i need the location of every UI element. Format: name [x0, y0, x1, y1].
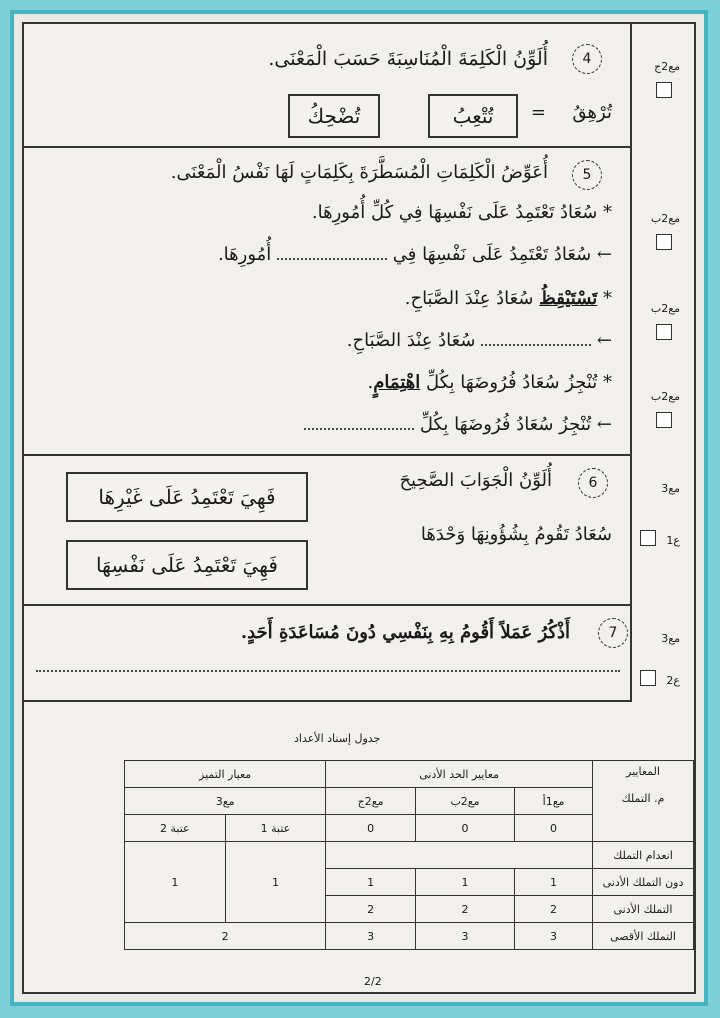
grading-table — [124, 760, 694, 950]
sentence: * تَسْتَيْقِظُ سُعَادُ عِنْدَ الصَّبَاحِ. — [404, 288, 612, 309]
answer-option[interactable]: فَهِيَ تَعْتَمِدُ عَلَى نَفْسِهَا — [66, 540, 308, 590]
table-cell: 0 — [326, 815, 416, 842]
question-number: 4 — [572, 44, 602, 74]
underlined-word: اهْتِمَامٍ — [373, 372, 421, 393]
score-checkbox[interactable] — [656, 324, 672, 340]
question-5 — [24, 146, 632, 456]
header-minimum: معايير الحد الأدنى — [326, 761, 593, 788]
criterion-header: مع2ب — [415, 788, 514, 815]
question-instruction: أُلَوِّنُ الْكَلِمَةَ الْمُنَاسِبَةَ حَسَبَ الْمَعْنَى. — [268, 48, 548, 70]
score-checkbox[interactable] — [640, 530, 656, 546]
question-instruction: أَذْكُرُ عَمَلاً أَقُومُ بِهِ بِنَفْسِي دُونَ مُسَاعَدَةِ أَحَدٍ. — [240, 622, 570, 643]
sentence: * سُعَادُ تَعْتَمِدُ عَلَى نَفْسِهَا فِي كُلِّ أُمُورِهَا. — [311, 202, 612, 223]
criterion-header: مع1أ — [515, 788, 593, 815]
threshold-header: عتبة 1 — [225, 815, 326, 842]
row-label: التملك الأقصى — [593, 923, 694, 950]
threshold-header: عتبة 2 — [125, 815, 226, 842]
exam-sheet — [22, 22, 696, 994]
arrow-icon: ← — [596, 330, 612, 351]
row-label: التملك الأدنى — [593, 896, 694, 923]
blank-field[interactable] — [481, 336, 591, 346]
target-word: تُرْهِقُ — [572, 102, 612, 123]
answer-line: ← سُعَادُ عِنْدَ الصَّبَاحِ. — [346, 330, 612, 351]
question-7 — [24, 604, 632, 702]
equals-sign: = — [530, 102, 546, 123]
sentence: * تُنْجِزُ سُعَادُ فُرُوضَهَا بِكُلِّ اهْتِمَامٍ. — [367, 372, 612, 393]
score-checkbox[interactable] — [656, 412, 672, 428]
table-cell: 0 — [415, 815, 514, 842]
page-frame — [10, 10, 708, 1006]
criterion-label: مع3 — [661, 632, 680, 645]
row-label: انعدام التملك — [593, 842, 694, 869]
answer-line: ← سُعَادُ تَعْتَمِدُ عَلَى نَفْسِهَا فِي أُمُورِهَا. — [217, 244, 612, 265]
question-instruction: أُعَوِّضُ الْكَلِمَاتِ الْمُسَطَّرَةَ بِكَلِمَاتٍ لَهَا نَفْسُ الْمَعْنَى. — [170, 162, 548, 183]
score-checkbox[interactable] — [656, 234, 672, 250]
option-box[interactable]: تُتْعِبُ — [428, 94, 518, 138]
criterion-label: مع2ب — [650, 302, 680, 315]
score-checkbox[interactable] — [640, 670, 656, 686]
table-cell: 2 — [326, 896, 416, 923]
table-cell: 2 — [415, 896, 514, 923]
arrow-icon: ← — [596, 244, 612, 265]
table-cell: 1 — [225, 842, 326, 923]
criterion-header: مع2ج — [326, 788, 416, 815]
table-cell: 3 — [515, 923, 593, 950]
criterion-label: مع2ب — [650, 212, 680, 225]
table-cell: 3 — [415, 923, 514, 950]
answer-line[interactable] — [36, 670, 620, 672]
table-cell: 1 — [125, 842, 226, 923]
criterion-label: مع3 — [661, 482, 680, 495]
header-criteria: المعايير م. التملك — [593, 761, 694, 842]
row-label: دون التملك الأدنى — [593, 869, 694, 896]
criterion-label: مع2ج — [654, 60, 680, 73]
arrow-icon: ← — [596, 414, 612, 435]
blank-field[interactable] — [277, 250, 387, 260]
criterion-label: مع2ب — [650, 390, 680, 403]
table-cell: 1 — [326, 869, 416, 896]
question-6 — [24, 454, 632, 606]
table-cell: 1 — [415, 869, 514, 896]
blank-field[interactable] — [304, 420, 414, 430]
sentence: سُعَادُ تَقُومُ بِشُؤُونِهَا وَحْدَهَا — [420, 524, 612, 545]
header-excellence: معيار التميز — [125, 761, 326, 788]
option-box[interactable]: تُضْحِكُ — [288, 94, 380, 138]
page-number: 2/2 — [364, 975, 382, 988]
underlined-word: تَسْتَيْقِظُ — [539, 288, 598, 309]
table-cell: 2 — [125, 923, 326, 950]
table-title: جدول إسناد الأعداد — [294, 732, 381, 745]
table-cell: 1 — [515, 869, 593, 896]
criterion-label: ع2 — [666, 674, 680, 687]
question-instruction: أُلَوِّنُ الْجَوَابَ الصَّحِيحَ — [399, 470, 552, 491]
question-number: 6 — [578, 468, 608, 498]
table-cell: 0 — [515, 815, 593, 842]
question-number: 5 — [572, 160, 602, 190]
criterion-header: مع3 — [125, 788, 326, 815]
answer-option[interactable]: فَهِيَ تَعْتَمِدُ عَلَى غَيْرِهَا — [66, 472, 308, 522]
question-number: 7 — [598, 618, 628, 648]
criterion-label: ع1 — [666, 534, 680, 547]
score-checkbox[interactable] — [656, 82, 672, 98]
criteria-column — [630, 24, 694, 700]
answer-line: ← تُنْجِزُ سُعَادُ فُرُوضَهَا بِكُلِّ — [304, 414, 612, 435]
question-4 — [24, 24, 632, 148]
table-cell: 2 — [515, 896, 593, 923]
table-cell: 3 — [326, 923, 416, 950]
